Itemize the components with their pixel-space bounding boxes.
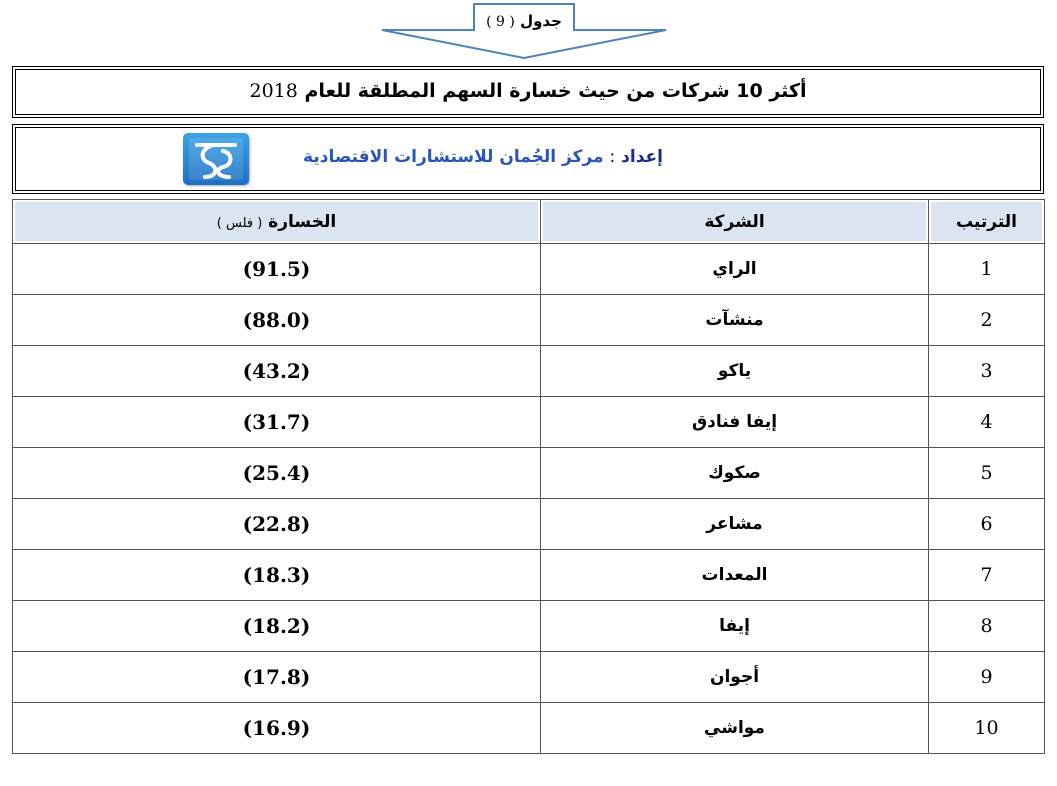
title-text: أكثر 10 شركات من حيث خسارة السهم المطلقة للعام bbox=[304, 80, 807, 102]
loss-cell: (22.8) bbox=[13, 499, 541, 550]
rank-cell: 10 bbox=[929, 703, 1045, 754]
rank-cell: 7 bbox=[929, 550, 1045, 601]
down-arrow-icon bbox=[378, 2, 670, 60]
header-rank: الترتيب bbox=[929, 200, 1045, 244]
company-cell: إيفا فنادق bbox=[541, 397, 929, 448]
loss-cell: (43.2) bbox=[13, 346, 541, 397]
header-loss-unit: ( فلس ) bbox=[216, 215, 263, 231]
credit-org: مركز الجُمان للاستشارات الاقتصادية bbox=[303, 147, 604, 167]
loss-cell: (18.2) bbox=[13, 601, 541, 652]
title-year: 2018 bbox=[249, 80, 298, 102]
loss-cell: (16.9) bbox=[13, 703, 541, 754]
rank-cell: 9 bbox=[929, 652, 1045, 703]
loss-cell: (17.8) bbox=[13, 652, 541, 703]
loss-cell: (88.0) bbox=[13, 295, 541, 346]
loss-cell: (31.7) bbox=[13, 397, 541, 448]
table-row bbox=[13, 499, 1045, 550]
header-loss-label: الخسارة bbox=[268, 211, 337, 232]
table-tag-number: ( 9 ) bbox=[486, 14, 515, 30]
table-row bbox=[13, 703, 1045, 754]
loss-cell: (18.3) bbox=[13, 550, 541, 601]
table-row bbox=[13, 397, 1045, 448]
table-row bbox=[13, 601, 1045, 652]
table-row bbox=[13, 244, 1045, 295]
table-row bbox=[13, 346, 1045, 397]
company-cell: المعدات bbox=[541, 550, 929, 601]
table-row bbox=[13, 295, 1045, 346]
table-row bbox=[13, 550, 1045, 601]
loss-cell: (25.4) bbox=[13, 448, 541, 499]
loss-table bbox=[12, 199, 1045, 754]
credit-line bbox=[253, 147, 713, 167]
company-cell: مشاعر bbox=[541, 499, 929, 550]
header-company: الشركة bbox=[541, 200, 929, 244]
table-row bbox=[13, 448, 1045, 499]
table-number-label bbox=[378, 12, 670, 30]
rank-cell: 8 bbox=[929, 601, 1045, 652]
table-header-row bbox=[13, 200, 1045, 244]
rank-cell: 1 bbox=[929, 244, 1045, 295]
header-loss bbox=[13, 200, 541, 244]
rank-cell: 5 bbox=[929, 448, 1045, 499]
company-cell: منشآت bbox=[541, 295, 929, 346]
rank-cell: 3 bbox=[929, 346, 1045, 397]
company-cell: صكوك bbox=[541, 448, 929, 499]
table-row bbox=[13, 652, 1045, 703]
table-number-arrow bbox=[378, 2, 670, 60]
company-cell: إيفا bbox=[541, 601, 929, 652]
credit-prefix: إعداد bbox=[621, 147, 663, 167]
page-title bbox=[13, 80, 1043, 102]
rank-cell: 4 bbox=[929, 397, 1045, 448]
company-cell: أجوان bbox=[541, 652, 929, 703]
credit-box bbox=[12, 124, 1044, 194]
rank-cell: 2 bbox=[929, 295, 1045, 346]
loss-cell: (91.5) bbox=[13, 244, 541, 295]
credit-separator: : bbox=[609, 147, 616, 167]
title-box bbox=[12, 66, 1044, 118]
company-cell: ياكو bbox=[541, 346, 929, 397]
company-cell: مواشي bbox=[541, 703, 929, 754]
jumaan-logo-icon bbox=[183, 133, 249, 185]
rank-cell: 6 bbox=[929, 499, 1045, 550]
company-cell: الراي bbox=[541, 244, 929, 295]
table-tag-word: جدول bbox=[520, 12, 562, 30]
